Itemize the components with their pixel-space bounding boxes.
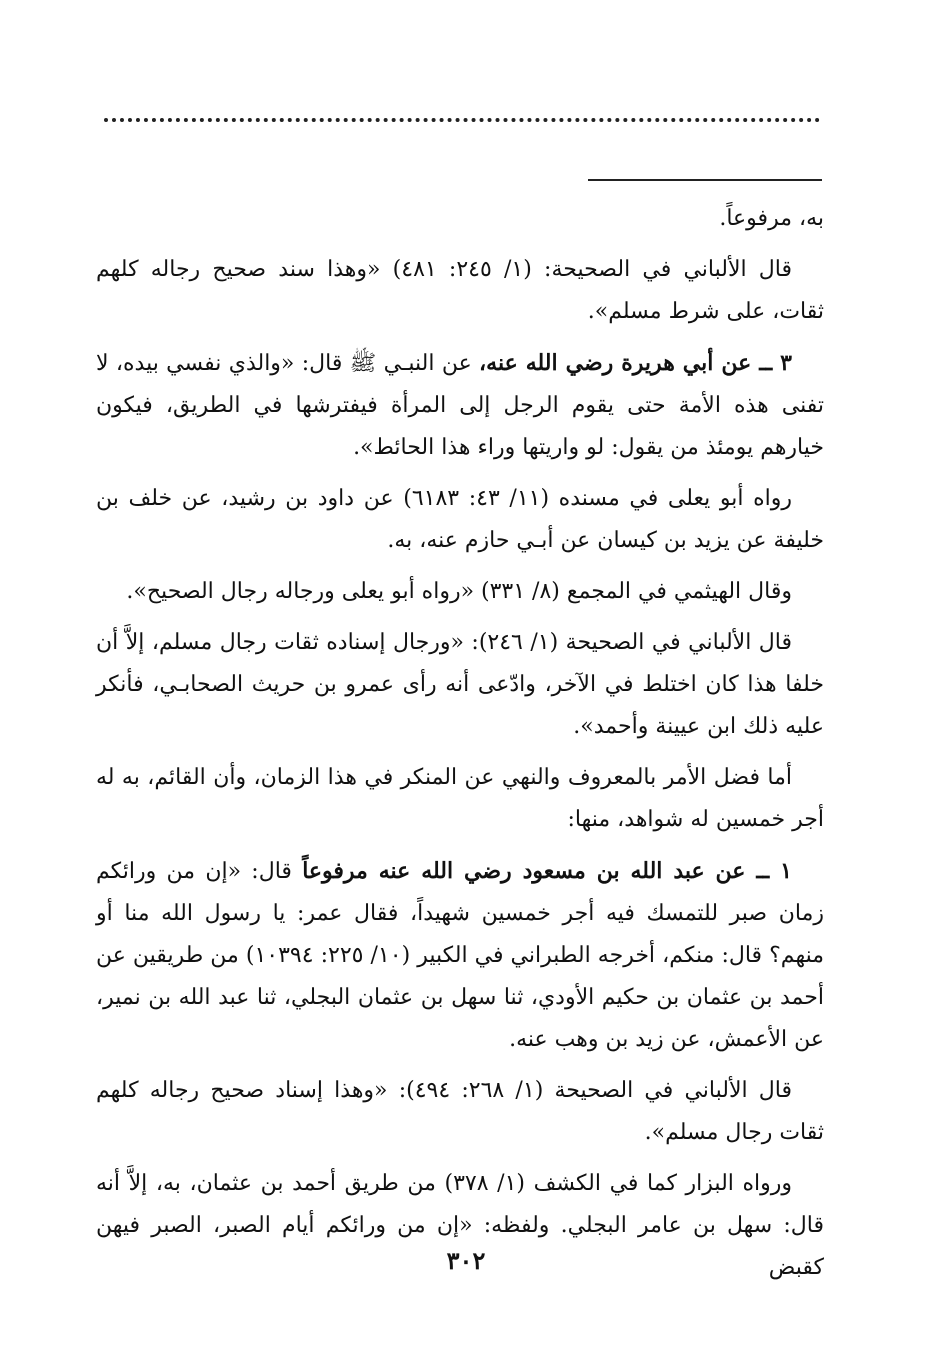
hadith-heading: ١ ــ عن عبد الله بن مسعود رضي الله عنه مرفوعاً bbox=[302, 858, 792, 884]
page-number: ٣٠٢ bbox=[446, 1246, 486, 1275]
paragraph-text: قال الألباني في الصحيحة: (١/ ٢٤٥: ٤٨١) «وهذا سند صحيح رجاله كلهم ثقات، على شرط مسلم». bbox=[96, 257, 824, 324]
footnote-separator bbox=[588, 179, 822, 181]
paragraph-1 bbox=[96, 198, 824, 240]
paragraph-text: قال الألباني في الصحيحة (١/ ٢٤٦): «ورجال إسناده ثقات رجال مسلم، إلاَّ أن خلفا هذا كان اختلط في الآخر، وادّعى أنه رأى عمرو بن حريث الصحابـي، فأنكر عليه ذلك ابن عيينة وأحمد». bbox=[96, 630, 824, 739]
paragraph-text: أما فضل الأمر بالمعروف والنهي عن المنكر في هذا الزمان، وأن القائم، به له أجر خمسين له شواهد، منها: bbox=[96, 765, 824, 832]
paragraph-text: قال: «إن من ورائكم زمان صبر للتمسك فيه أجر خمسين شهيداً، فقال عمر: يا رسول الله منا أو منهم؟ قال: منكم، أخرجه الطبراني في الكبير (١٠/ ٢٢٥: ١٠٣٩٤) من طريقين عن أحمد بن عثمان بن حكيم الأودي، ثنا سهل بن عثمان البجلي، ثنا عبد الله بن نمير، عن الأعمش، عن زيد بن وهب عنه. bbox=[96, 859, 825, 1052]
paragraph-5 bbox=[96, 571, 824, 613]
paragraph-text: قال الألباني في الصحيحة (١/ ٢٦٨: ٤٩٤): «وهذا إسناد صحيح رجاله كلهم ثقات رجال مسلم». bbox=[96, 1078, 824, 1145]
paragraph-6 bbox=[96, 622, 824, 748]
footnote-text bbox=[96, 198, 824, 1298]
paragraph-text: رواه أبو يعلى في مسنده (١١/ ٤٣: ٦١٨٣) عن داود بن رشيد، عن خلف بن خليفة عن يزيد بن كيسان عن أبـي حازم عنه، به. bbox=[96, 486, 824, 553]
hadith-heading: ٣ ــ عن أبي هريرة رضي الله عنه، bbox=[479, 350, 792, 376]
paragraph-3 bbox=[96, 342, 824, 469]
paragraph-9 bbox=[96, 1070, 824, 1154]
paragraph-8 bbox=[96, 850, 824, 1061]
paragraph-text: ورواه البزار كما في الكشف (١/ ٣٧٨) من طريق أحمد بن عثمان، به، إلاَّ أنه قال: سهل بن عامر البجلي. ولفظه: «إن من ورائكم أيام الصبر، الصبر فيهن كقبض bbox=[96, 1171, 824, 1280]
paragraph-7 bbox=[96, 757, 824, 841]
paragraph-4 bbox=[96, 478, 824, 562]
paragraph-text: وقال الهيثمي في المجمع (٨/ ٣٣١) «رواه أبو يعلى ورجاله رجال الصحيح». bbox=[126, 579, 792, 604]
paragraph-text: عن النبـي ﷺ قال: «والذي نفسي بيده، لا تفنى هذه الأمة حتى يقوم الرجل إلى المرأة فيفترشها في الطريق، فيكون خيارهم يومئذ من يقول: لو واريتها وراء هذا الحائط». bbox=[96, 351, 824, 460]
paragraph-text: به، مرفوعاً. bbox=[719, 206, 824, 231]
dotted-separator bbox=[104, 118, 820, 122]
paragraph-2 bbox=[96, 249, 824, 333]
